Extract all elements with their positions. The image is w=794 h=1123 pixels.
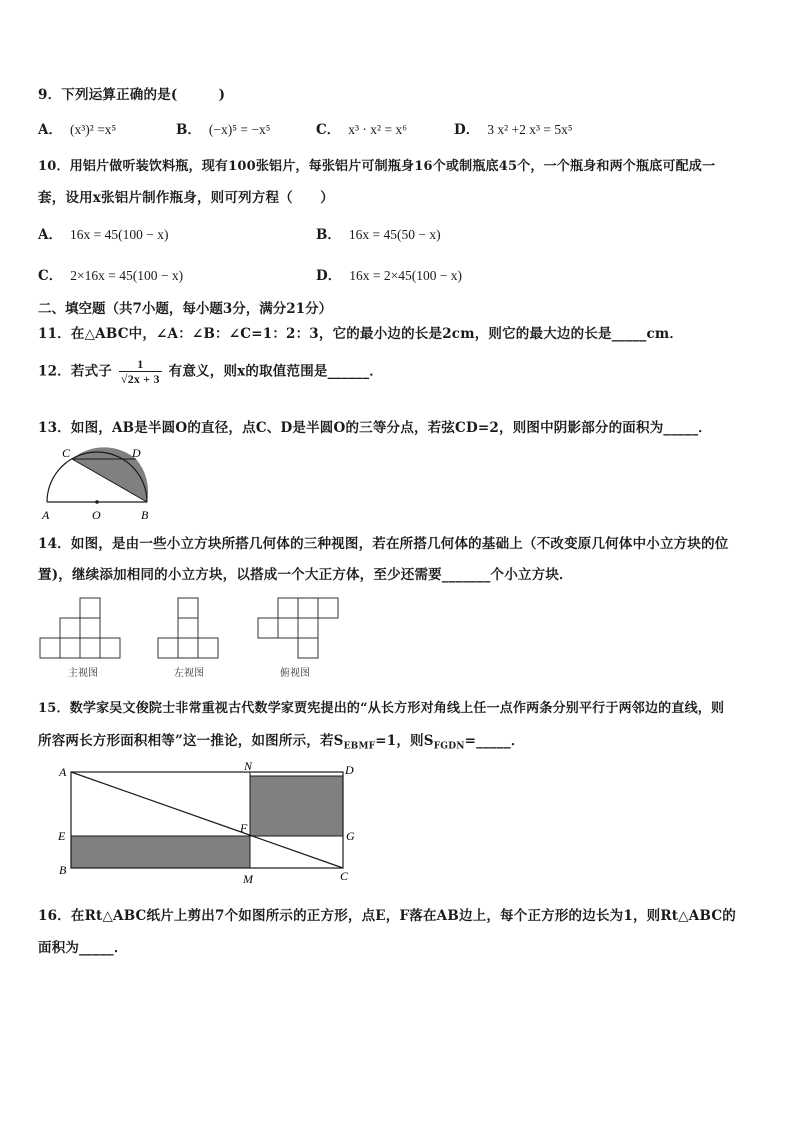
option-label: A．: [38, 122, 62, 138]
q9-option-b: [176, 118, 270, 138]
subscript-fgdn: FGDN: [433, 741, 465, 752]
q15-line2: [38, 729, 525, 752]
rectangle-ebmf-shaded: [71, 836, 250, 868]
q10-option-b: [316, 223, 441, 243]
rectangle-fgdn-shaded: [250, 776, 343, 836]
label-c: C: [340, 869, 349, 883]
caption-left-view: 左视图: [174, 668, 204, 679]
option-label: B．: [316, 227, 341, 243]
center-point-o: [95, 500, 99, 504]
q15-figure: [52, 758, 372, 888]
q10-stem-line1: 10．用铝片做听装饮料瓶，现有100张铝片，每张铝片可制瓶身16个或制瓶底45个，一个瓶身和两个瓶底可配成一: [38, 159, 716, 174]
label-d: D: [132, 446, 141, 460]
label-g: G: [346, 829, 355, 843]
option-label: B．: [176, 122, 201, 138]
option-text: 3 x² +2 x³ = 5x⁵: [487, 122, 573, 137]
option-text: (x³)² =x⁵: [69, 122, 117, 137]
option-label: D．: [454, 122, 480, 138]
q14-line2: 置)，继续添加相同的小立方块，以搭成一个大正方体，至少还需要_______个小立方块．: [38, 567, 573, 583]
q12-prefix: 12．若式子: [38, 363, 112, 380]
front-view: [40, 598, 120, 658]
label-e: E: [58, 829, 66, 843]
label-b: B: [59, 863, 67, 877]
fraction-numerator: 1: [137, 357, 144, 371]
option-text: 2×16x = 45(100 − x): [70, 268, 184, 283]
fraction-denominator: √2x + 3: [120, 372, 160, 386]
q14-figure: [38, 594, 348, 684]
label-a: A: [42, 508, 50, 522]
label-m: M: [243, 872, 253, 886]
option-text: 16x = 45(100 − x): [69, 227, 169, 242]
q12-suffix: 有意义，则x的取值范围是______．: [168, 363, 383, 380]
option-label: C．: [316, 122, 341, 138]
q13-text: 13．如图，AB是半圆O的直径，点C、D是半圆O的三等分点，若弦CD=2，则图中阴影部分的面积为_____．: [38, 420, 712, 436]
option-label: A．: [38, 227, 62, 243]
label-d: D: [345, 763, 354, 777]
section-title: 二、填空题（共7小题，每小题3分，满分21分）: [38, 301, 333, 317]
q16-line1: 16．在Rt△ABC纸片上剪出7个如图所示的正方形，点E，F落在AB边上，每个正方形的边长为1，则Rt△ABC的: [38, 908, 736, 924]
q15-line2-prefix: 所容两长方形面积相等”这一推论，如图所示，若S: [38, 733, 344, 749]
caption-top-view: 俯视图: [280, 668, 310, 679]
option-label: C．: [38, 268, 63, 284]
q13-figure: [38, 444, 158, 524]
option-text: 16x = 45(50 − x): [348, 227, 441, 242]
option-text: 16x = 2×45(100 − x): [349, 268, 463, 283]
option-text: (−x)⁵ = −x⁵: [208, 122, 271, 137]
label-o: O: [92, 508, 101, 522]
left-view: [158, 598, 218, 658]
q9-option-d: [454, 118, 573, 138]
label-f: F: [240, 821, 248, 835]
q15-line1: 15．数学家吴文俊院士非常重视古代数学家贾宪提出的“从长方形对角线上任一点作两条分别平行于两邻边的直线，则: [38, 701, 725, 716]
q10-stem-line2: 套，设用x张铝片制作瓶身，则可列方程（ ）: [38, 190, 334, 206]
q16-line2: 面积为_____．: [38, 940, 128, 956]
q11-text: 11．在△ABC中，∠A：∠B：∠C=1：2：3，它的最小边的长是2cm，则它的最大边的长是_____cm．: [38, 326, 684, 342]
top-view: [258, 598, 338, 658]
q14-line1: 14．如图，是由一些小立方块所搭几何体的三种视图，若在所搭几何体的基础上（不改变原几何体中小立方块的位: [38, 536, 729, 552]
option-label: D．: [316, 268, 342, 284]
label-c: C: [62, 446, 71, 460]
subscript-ebmf: EBMF: [343, 741, 376, 752]
q12-text: [38, 358, 383, 386]
label-b: B: [141, 508, 149, 522]
q10-option-a: [38, 223, 168, 243]
q15-line2-mid: =1，则S: [375, 733, 434, 749]
q15-line2-suffix: =_____．: [464, 733, 525, 749]
caption-front-view: 主视图: [68, 668, 98, 679]
label-a: A: [59, 765, 67, 779]
q10-option-c: [38, 264, 183, 284]
q9-option-c: [316, 118, 407, 138]
q9-stem: 9．下列运算正确的是( ): [38, 87, 226, 103]
option-text: x³ · x² = x⁶: [348, 122, 407, 137]
q10-option-d: [316, 264, 462, 284]
label-n: N: [244, 759, 253, 773]
q12-fraction: [119, 358, 162, 386]
q9-option-a: [38, 118, 116, 138]
